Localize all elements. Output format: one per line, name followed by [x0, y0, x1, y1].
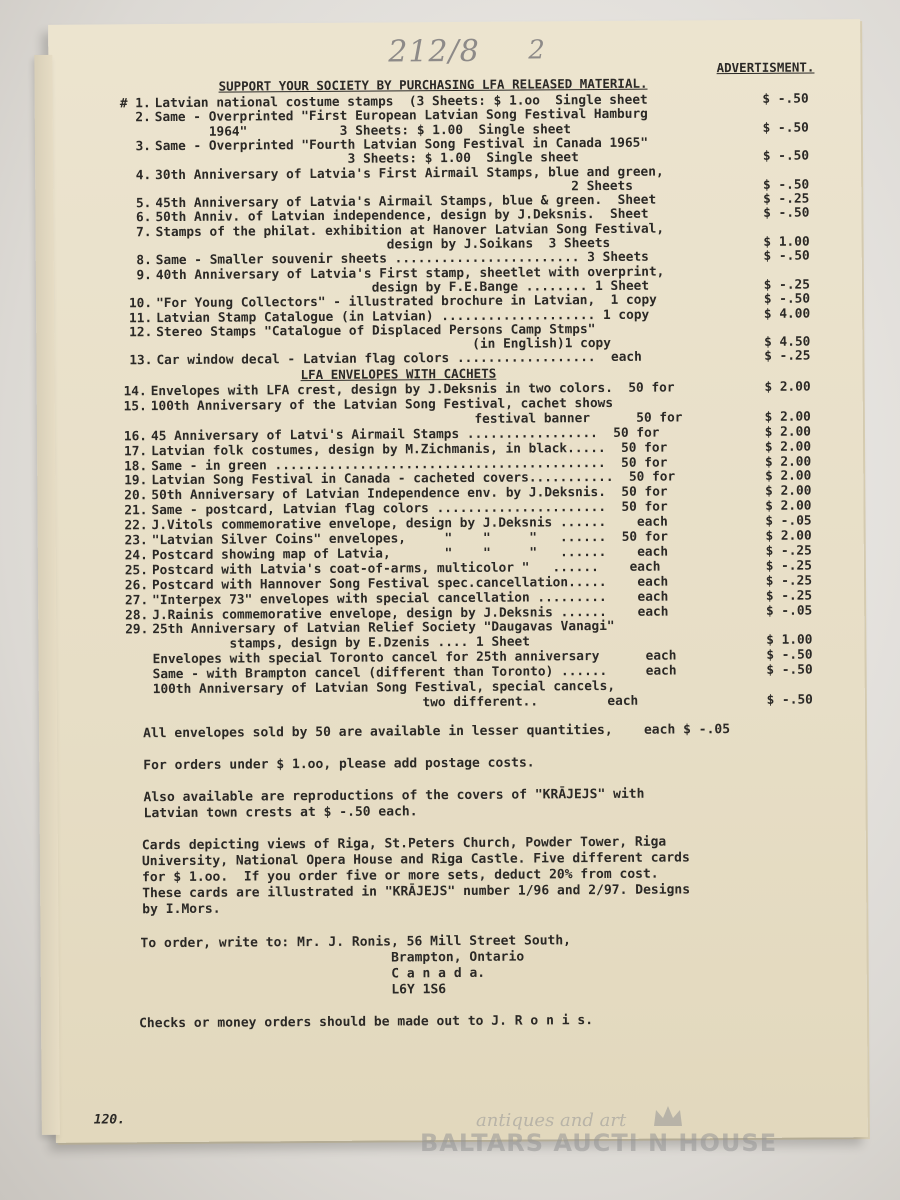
item-price: $ -.05	[765, 513, 812, 529]
item-description: 100th Anniversary of Latvian Song Festival, special cancels,	[152, 678, 616, 698]
item-price: $ -.50	[762, 120, 809, 136]
item-description: Latvian Stamp Catalogue (in Latvian) .................... 1 copy	[156, 307, 650, 326]
item-price: $ 2.00	[765, 483, 812, 500]
item-price: $ 2.00	[764, 409, 811, 425]
crown-icon	[652, 1104, 684, 1130]
handwritten-note: 212/8	[388, 33, 480, 70]
item-price: $ -.50	[762, 177, 810, 193]
item-number: 28.	[125, 607, 149, 623]
item-description: 45 Anniversary of Latvi's Airmail Stamps ................. 50 for	[150, 425, 660, 444]
item-description: 45th Anniversary of Latvia's Airmail Stamps, blue & green. Sheet	[155, 192, 657, 212]
item-price: $ 2.00	[765, 498, 812, 515]
note-lesser-quantities: All envelopes sold by 50 are available in lesser quantities, each $ -.05	[143, 722, 731, 742]
item-price: $ -.25	[765, 558, 812, 574]
item-number: # 1.	[119, 96, 151, 112]
item-description: 25th Anniversary of Latvian Relief Society "Daugavas Vanagi"	[152, 619, 615, 638]
item-price: $ 4.00	[763, 306, 811, 322]
item-description: Stereo Stamps "Catalogue of Displaced Persons Camp Stmps"	[156, 321, 596, 340]
item-description: Latvian national costume stamps (3 Sheets: $ 1.oo Single sheet	[154, 92, 648, 112]
item-description: Same - in green ........................................... 50 for	[151, 455, 668, 474]
item-number: 26.	[124, 577, 149, 594]
item-price: $ -.50	[763, 248, 810, 265]
item-description: two different.. each	[152, 693, 639, 713]
item-description: Same - Overprinted "First European Latvian Song Festival Hamburg	[154, 106, 648, 126]
item-description: "Interpex 73" envelopes with special cancellation ......... each	[152, 589, 669, 608]
item-number: 29.	[125, 622, 149, 638]
item-price: $ 2.00	[764, 468, 812, 485]
item-number: 24.	[124, 548, 148, 564]
item-price: $ 2.00	[764, 439, 812, 455]
item-description: Envelopes with LFA crest, design by J.Deksnis in two colors. 50 for	[150, 380, 675, 400]
watermark-tagline: antiques and art	[476, 1110, 627, 1131]
item-description: J.Rainis commemorative envelope, design by J.Deksnis ...... each	[152, 604, 669, 623]
item-number: 5.	[135, 196, 152, 212]
item-price: $ -.25	[765, 588, 813, 604]
item-price: $ 2.00	[764, 379, 811, 395]
item-number: 14.	[123, 384, 147, 400]
item-description: 50th Anniversary of Latvian Independence env. by J.Deksnis. 50 for	[151, 484, 668, 504]
section-heading-support: SUPPORT YOUR SOCIETY BY PURCHASING LFA RELEASED MATERIAL.	[218, 75, 648, 94]
item-price: $ -.50	[763, 205, 810, 222]
item-number: 10.	[128, 296, 153, 312]
item-number: 2.	[135, 110, 151, 126]
item-price: $ -.50	[766, 692, 813, 708]
item-price: $ -.50	[762, 91, 809, 107]
item-price: $ -.25	[765, 543, 812, 559]
item-price: $ 1.00	[763, 234, 810, 250]
item-price: $ 1.00	[766, 632, 813, 649]
item-description: "For Young Collectors" - illustrated brochure in Latvian, 1 copy	[156, 292, 657, 312]
item-price: $ -.50	[766, 647, 813, 664]
item-description: Same - postcard, Latvian flag colors ...................... 50 for	[151, 499, 668, 519]
item-description: Same - with Brampton cancel (different than Toronto) ...... each	[152, 663, 677, 683]
watermark	[420, 1110, 777, 1157]
note-postage: For orders under $ 1.oo, please add postage costs.	[143, 755, 535, 774]
item-description: Postcard showing map of Latvia, " " " ...... each	[151, 544, 669, 564]
section-heading-envelopes: LFA ENVELOPES WITH CACHETS	[300, 365, 497, 383]
list-item	[49, 91, 829, 112]
handwritten-note: 2	[528, 35, 546, 66]
item-number: 25.	[124, 562, 148, 579]
item-number: 21.	[124, 503, 148, 519]
item-price: $ -.05	[765, 603, 813, 619]
item-number: 3.	[135, 139, 152, 155]
item-description: 2 Sheets	[155, 178, 633, 197]
item-description: 30th Anniversary of Latvia's First Airmail Stamps, blue and green,	[155, 164, 664, 183]
note-order-address: To order, write to: Mr. J. Ronis, 56 Mill Street South, Brampton, Ontario C a n a d a. L6Y 1S6	[140, 933, 572, 1000]
item-price: $ 2.00	[764, 454, 812, 470]
item-description: stamps, design by E.Dzenis .... 1 Sheet	[152, 634, 530, 653]
item-number: 20.	[124, 488, 148, 504]
item-description: 1964" 3 Sheets: $ 1.00 Single sheet	[154, 121, 571, 140]
item-description: Car window decal - Latvian flag colors .................. each	[156, 350, 642, 369]
item-price: $ 2.00	[765, 528, 812, 544]
item-number: 4.	[135, 167, 152, 183]
item-number: 17.	[123, 443, 148, 459]
item-number: 23.	[124, 533, 148, 549]
item-price: $ 4.50	[764, 334, 811, 350]
item-description: Stamps of the philat. exhibition at Hanover Latvian Song Festival,	[155, 221, 665, 240]
item-price: $ -.50	[763, 291, 811, 308]
item-description: J.Vitols commemorative envelope, design by J.Deksnis ...... each	[151, 514, 668, 534]
item-price: $ 2.00	[764, 424, 812, 440]
item-description: Envelopes with special Toronto cancel for 25th anniversary each	[152, 648, 677, 668]
item-number: 13.	[129, 353, 153, 369]
item-description: design by F.E.Bange ........ 1 Sheet	[155, 278, 650, 297]
item-number: 6.	[135, 210, 152, 226]
item-number: 12.	[129, 324, 153, 341]
note-reproductions: Also available are reproductions of the covers of "KRĀJEJS" with Latvian town crests at $ -.50 each.	[143, 786, 645, 822]
item-price: $ -.50	[766, 662, 813, 678]
item-number: 8.	[136, 253, 152, 269]
item-description: (in English)1 copy	[156, 336, 611, 355]
item-description: Latvian Song Festival in Canada - cacheted covers........... 50 for	[151, 469, 676, 489]
note-cards: Cards depicting views of Riga, St.Peters Church, Powder Tower, Riga University, National Opera House and Riga Castle. Five different cards for $ 1.oo. If you order five or more sets, deduct 20% from cost. These cards are illustrated in "KRĀJEJS" number 1/96 and 2/97. Designs by I.Mors.	[141, 834, 691, 918]
item-description: design by J.Soikans 3 Sheets	[155, 235, 611, 255]
item-price: $ -.25	[765, 573, 813, 589]
item-description: Latvian folk costumes, design by M.Zichmanis, in black..... 50 for	[151, 440, 668, 459]
item-description: Same - Smaller souvenir sheets ........................ 3 Sheets	[155, 249, 649, 269]
item-description: 100th Anniversary of the Latvian Song Festival, cachet shows	[150, 395, 614, 415]
document-page	[48, 19, 868, 1143]
item-description: festival banner 50 for	[150, 410, 683, 429]
item-number: 27.	[124, 592, 149, 608]
item-number: 19.	[124, 473, 148, 489]
item-price: $ -.50	[762, 148, 810, 165]
item-description: 40th Anniversary of Latvia's First stamp, sheetlet with overprint,	[155, 264, 665, 283]
note-checks: Checks or money orders should be made out to J. R o n i s.	[139, 1013, 594, 1032]
item-number: 7.	[136, 224, 152, 240]
item-price: $ -.25	[763, 277, 810, 293]
item-description: "Latvian Silver Coins" envelopes, " " " ...... 50 for	[151, 529, 668, 549]
advertisement-label: ADVERTISMENT.	[716, 59, 815, 76]
item-price: $ -.25	[764, 348, 811, 365]
item-description: Postcard with Latvia's coat-of-arms, multicolor " ...... each	[151, 559, 661, 578]
item-description: Postcard with Hannover Song Festival spec.cancellation..... each	[151, 574, 669, 593]
item-description: 3 Sheets: $ 1.00 Single sheet	[155, 150, 579, 169]
page-number: 120.	[93, 1112, 126, 1128]
item-number: 11.	[128, 310, 153, 326]
item-number: 9.	[136, 267, 152, 283]
item-number: 15.	[123, 399, 147, 415]
item-price: $ -.25	[763, 191, 810, 207]
item-number: 22.	[124, 518, 148, 534]
item-number: 18.	[124, 458, 148, 474]
watermark-brand: BALTARS AUCTI N HOUSE	[420, 1129, 778, 1157]
item-description: 50th Anniv. of Latvian independence, design by J.Deksnis. Sheet	[155, 207, 649, 226]
item-description: Same - Overprinted "Fourth Latvian Song Festival in Canada 1965"	[154, 135, 649, 154]
item-number: 16.	[123, 428, 148, 445]
